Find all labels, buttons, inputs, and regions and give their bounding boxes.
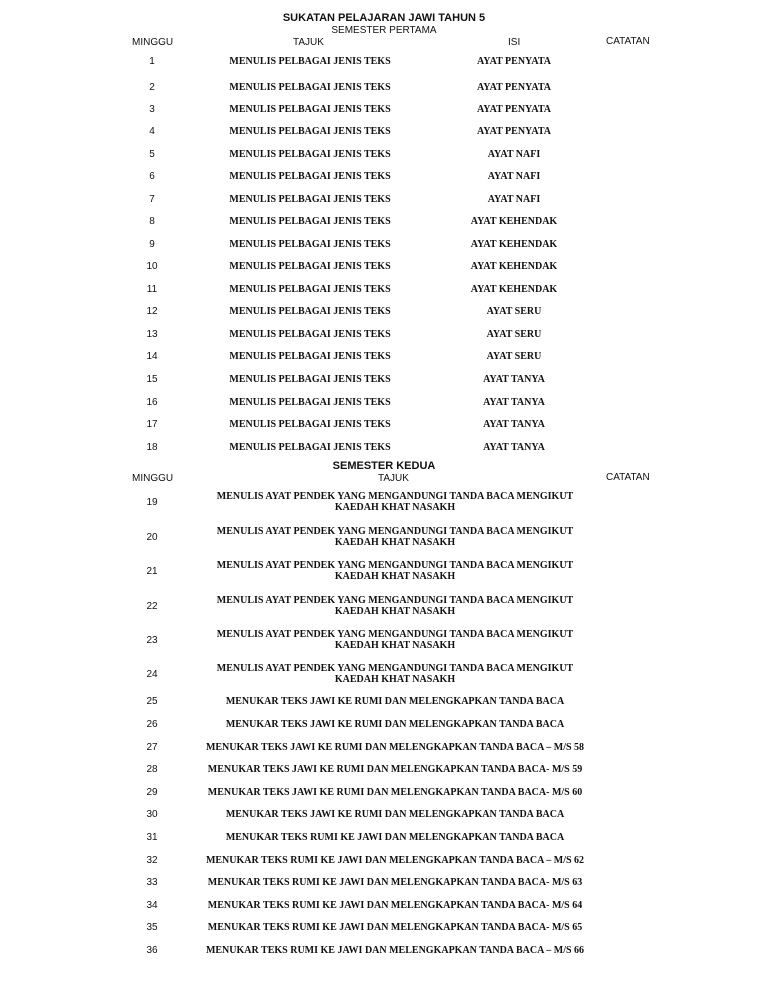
row-minggu: 34 <box>146 900 158 911</box>
row-tajuk: MENULIS PELBAGAI JENIS TEKS <box>229 126 391 137</box>
col-header-tajuk: TAJUK <box>293 37 324 48</box>
row-isi: AYAT NAFI <box>487 194 541 205</box>
row-tajuk: MENULIS PELBAGAI JENIS TEKS <box>229 284 391 295</box>
row-minggu: 21 <box>146 566 158 577</box>
row-minggu: 31 <box>146 832 158 843</box>
row-tajuk: MENULIS PELBAGAI JENIS TEKS <box>229 442 391 453</box>
row-isi: AYAT KEHENDAK <box>470 216 558 227</box>
row-minggu: 26 <box>146 719 158 730</box>
row-tajuk: MENULIS PELBAGAI JENIS TEKS <box>229 419 391 430</box>
row-isi: AYAT SERU <box>486 329 542 340</box>
row-tajuk: MENULIS PELBAGAI JENIS TEKS <box>229 82 391 93</box>
row-isi: AYAT KEHENDAK <box>470 261 558 272</box>
col-header-catatan-2: CATATAN <box>606 472 650 483</box>
row-minggu: 33 <box>146 877 158 888</box>
row-minggu: 8 <box>149 216 155 227</box>
row-isi: AYAT PENYATA <box>476 126 551 137</box>
row-minggu: 4 <box>149 126 155 137</box>
row-tajuk: MENUKAR TEKS RUMI KE JAWI DAN MELENGKAPKAN TANDA BACA- M/S 65 <box>207 922 583 933</box>
row-tajuk: MENULIS PELBAGAI JENIS TEKS <box>229 149 391 160</box>
row-minggu: 25 <box>146 696 158 707</box>
row-isi: AYAT NAFI <box>487 171 541 182</box>
col-header-minggu: MINGGU <box>132 37 174 48</box>
row-tajuk: MENUKAR TEKS RUMI KE JAWI DAN MELENGKAPKAN TANDA BACA- M/S 63 <box>207 877 583 888</box>
row-tajuk: MENUKAR TEKS JAWI KE RUMI DAN MELENGKAPKAN TANDA BACA <box>225 809 565 820</box>
row-isi: AYAT TANYA <box>483 397 545 408</box>
row-isi: AYAT TANYA <box>483 442 545 453</box>
row-tajuk: MENULIS PELBAGAI JENIS TEKS <box>229 351 391 362</box>
semester-pertama-heading: SEMESTER PERTAMA <box>331 25 437 36</box>
row-tajuk: MENULIS AYAT PENDEK YANG MENGANDUNGI TANDA BACA MENGIKUT KAEDAH KHAT NASAKH <box>216 526 574 548</box>
row-tajuk: MENULIS PELBAGAI JENIS TEKS <box>229 374 391 385</box>
row-minggu: 27 <box>146 742 158 753</box>
row-tajuk: MENULIS PELBAGAI JENIS TEKS <box>229 216 391 227</box>
row-tajuk: MENUKAR TEKS RUMI KE JAWI DAN MELENGKAPKAN TANDA BACA – M/S 62 <box>205 855 585 866</box>
row-minggu: 10 <box>146 261 158 272</box>
row-minggu: 24 <box>146 669 158 680</box>
row-tajuk: MENULIS PELBAGAI JENIS TEKS <box>229 194 391 205</box>
semester-kedua-heading: SEMESTER KEDUA <box>332 460 436 472</box>
row-tajuk: MENUKAR TEKS RUMI KE JAWI DAN MELENGKAPKAN TANDA BACA <box>225 832 565 843</box>
row-minggu: 28 <box>146 764 158 775</box>
row-minggu: 17 <box>146 419 158 430</box>
row-isi: AYAT KEHENDAK <box>470 284 558 295</box>
row-isi: AYAT KEHENDAK <box>470 239 558 250</box>
row-minggu: 3 <box>149 104 155 115</box>
row-tajuk: MENUKAR TEKS JAWI KE RUMI DAN MELENGKAPKAN TANDA BACA- M/S 59 <box>207 764 583 775</box>
row-minggu: 29 <box>146 787 158 798</box>
row-minggu: 20 <box>146 532 158 543</box>
row-minggu: 36 <box>146 945 158 956</box>
row-minggu: 19 <box>146 497 158 508</box>
row-minggu: 30 <box>146 809 158 820</box>
row-tajuk: MENULIS AYAT PENDEK YANG MENGANDUNGI TANDA BACA MENGIKUT KAEDAH KHAT NASAKH <box>216 491 574 513</box>
row-minggu: 1 <box>149 56 155 67</box>
row-isi: AYAT TANYA <box>483 419 545 430</box>
row-tajuk: MENULIS PELBAGAI JENIS TEKS <box>229 56 391 67</box>
row-isi: AYAT PENYATA <box>476 82 551 93</box>
row-tajuk: MENULIS PELBAGAI JENIS TEKS <box>229 171 391 182</box>
row-isi: AYAT NAFI <box>487 149 541 160</box>
row-tajuk: MENULIS PELBAGAI JENIS TEKS <box>229 104 391 115</box>
row-minggu: 22 <box>146 601 158 612</box>
col-header-catatan: CATATAN <box>606 36 650 47</box>
row-isi: AYAT PENYATA <box>476 56 551 67</box>
row-isi: AYAT PENYATA <box>476 104 551 115</box>
row-minggu: 12 <box>146 306 158 317</box>
row-tajuk: MENUKAR TEKS JAWI KE RUMI DAN MELENGKAPKAN TANDA BACA- M/S 60 <box>207 787 583 798</box>
row-minggu: 9 <box>149 239 155 250</box>
row-minggu: 6 <box>149 171 155 182</box>
row-minggu: 2 <box>149 82 155 93</box>
row-tajuk: MENUKAR TEKS JAWI KE RUMI DAN MELENGKAPKAN TANDA BACA <box>225 719 565 730</box>
row-minggu: 5 <box>149 149 155 160</box>
row-isi: AYAT SERU <box>486 306 542 317</box>
row-minggu: 35 <box>146 922 158 933</box>
row-tajuk: MENUKAR TEKS RUMI KE JAWI DAN MELENGKAPKAN TANDA BACA – M/S 66 <box>205 945 585 956</box>
row-tajuk: MENULIS AYAT PENDEK YANG MENGANDUNGI TANDA BACA MENGIKUT KAEDAH KHAT NASAKH <box>216 663 574 685</box>
row-isi: AYAT TANYA <box>483 374 545 385</box>
row-minggu: 11 <box>146 284 158 295</box>
row-minggu: 16 <box>146 397 158 408</box>
row-minggu: 14 <box>146 351 158 362</box>
row-tajuk: MENULIS AYAT PENDEK YANG MENGANDUNGI TANDA BACA MENGIKUT KAEDAH KHAT NASAKH <box>216 595 574 617</box>
row-tajuk: MENULIS PELBAGAI JENIS TEKS <box>229 329 391 340</box>
row-minggu: 13 <box>146 329 158 340</box>
row-tajuk: MENULIS PELBAGAI JENIS TEKS <box>229 261 391 272</box>
row-tajuk: MENULIS AYAT PENDEK YANG MENGANDUNGI TANDA BACA MENGIKUT KAEDAH KHAT NASAKH <box>216 629 574 651</box>
row-tajuk: MENULIS PELBAGAI JENIS TEKS <box>229 239 391 250</box>
row-tajuk: MENUKAR TEKS RUMI KE JAWI DAN MELENGKAPKAN TANDA BACA- M/S 64 <box>207 900 583 911</box>
row-tajuk: MENULIS PELBAGAI JENIS TEKS <box>229 397 391 408</box>
col-header-tajuk-2: TAJUK <box>378 473 409 484</box>
col-header-isi: ISI <box>508 37 521 48</box>
row-tajuk: MENULIS AYAT PENDEK YANG MENGANDUNGI TANDA BACA MENGIKUT KAEDAH KHAT NASAKH <box>216 560 574 582</box>
row-minggu: 15 <box>146 374 158 385</box>
col-header-minggu-2: MINGGU <box>132 473 174 484</box>
row-tajuk: MENULIS PELBAGAI JENIS TEKS <box>229 306 391 317</box>
row-tajuk: MENUKAR TEKS JAWI KE RUMI DAN MELENGKAPKAN TANDA BACA – M/S 58 <box>205 742 585 753</box>
document-title: SUKATAN PELAJARAN JAWI TAHUN 5 <box>282 12 486 24</box>
row-minggu: 7 <box>149 194 155 205</box>
row-minggu: 32 <box>146 855 158 866</box>
row-tajuk: MENUKAR TEKS JAWI KE RUMI DAN MELENGKAPKAN TANDA BACA <box>225 696 565 707</box>
row-minggu: 18 <box>146 442 158 453</box>
row-minggu: 23 <box>146 635 158 646</box>
row-isi: AYAT SERU <box>486 351 542 362</box>
